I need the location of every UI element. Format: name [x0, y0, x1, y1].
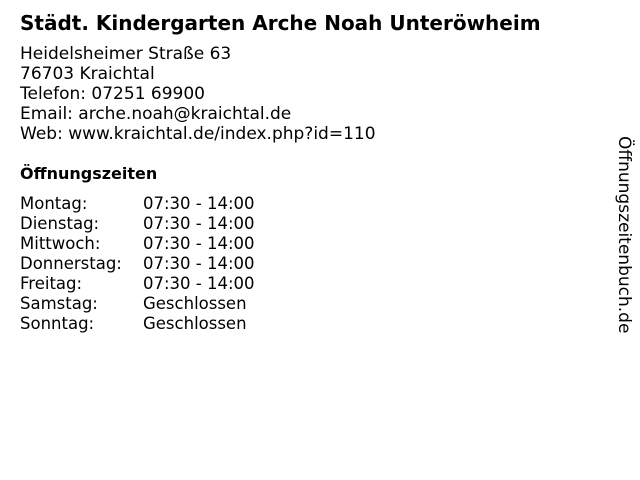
address-block	[20, 44, 376, 144]
city: 76703 Kraichtal	[20, 64, 155, 84]
hours-row-wednesday	[20, 234, 255, 254]
email: Email: arche.noah@kraichtal.de	[20, 104, 292, 124]
website: Web: www.kraichtal.de/index.php?id=110	[20, 124, 376, 144]
opening-hours-heading: Öffnungszeiten	[20, 164, 158, 183]
day-label: Mittwoch:	[20, 234, 101, 253]
opening-hours-table	[20, 194, 255, 334]
time-value: Geschlossen	[143, 314, 247, 333]
day-label: Samstag:	[20, 294, 98, 313]
day-label: Sonntag:	[20, 314, 95, 333]
hours-row-monday	[20, 194, 255, 214]
hours-row-sunday	[20, 314, 255, 334]
phone: Telefon: 07251 69900	[20, 84, 205, 104]
hours-row-friday	[20, 274, 255, 294]
hours-row-tuesday	[20, 214, 255, 234]
time-value: 07:30 - 14:00	[143, 254, 255, 273]
street-address: Heidelsheimer Straße 63	[20, 44, 232, 64]
hours-row-saturday	[20, 294, 255, 314]
day-label: Donnerstag:	[20, 254, 122, 273]
site-watermark-label: Öffnungszeitenbuch.de	[614, 136, 634, 334]
time-value: 07:30 - 14:00	[143, 234, 255, 253]
time-value: 07:30 - 14:00	[143, 214, 255, 233]
time-value: 07:30 - 14:00	[143, 274, 255, 293]
hours-row-thursday	[20, 254, 255, 274]
time-value: Geschlossen	[143, 294, 247, 313]
day-label: Montag:	[20, 194, 88, 213]
time-value: 07:30 - 14:00	[143, 194, 255, 213]
day-label: Freitag:	[20, 274, 83, 293]
day-label: Dienstag:	[20, 214, 100, 233]
page-title: Städt. Kindergarten Arche Noah Unteröwheim	[20, 11, 541, 35]
